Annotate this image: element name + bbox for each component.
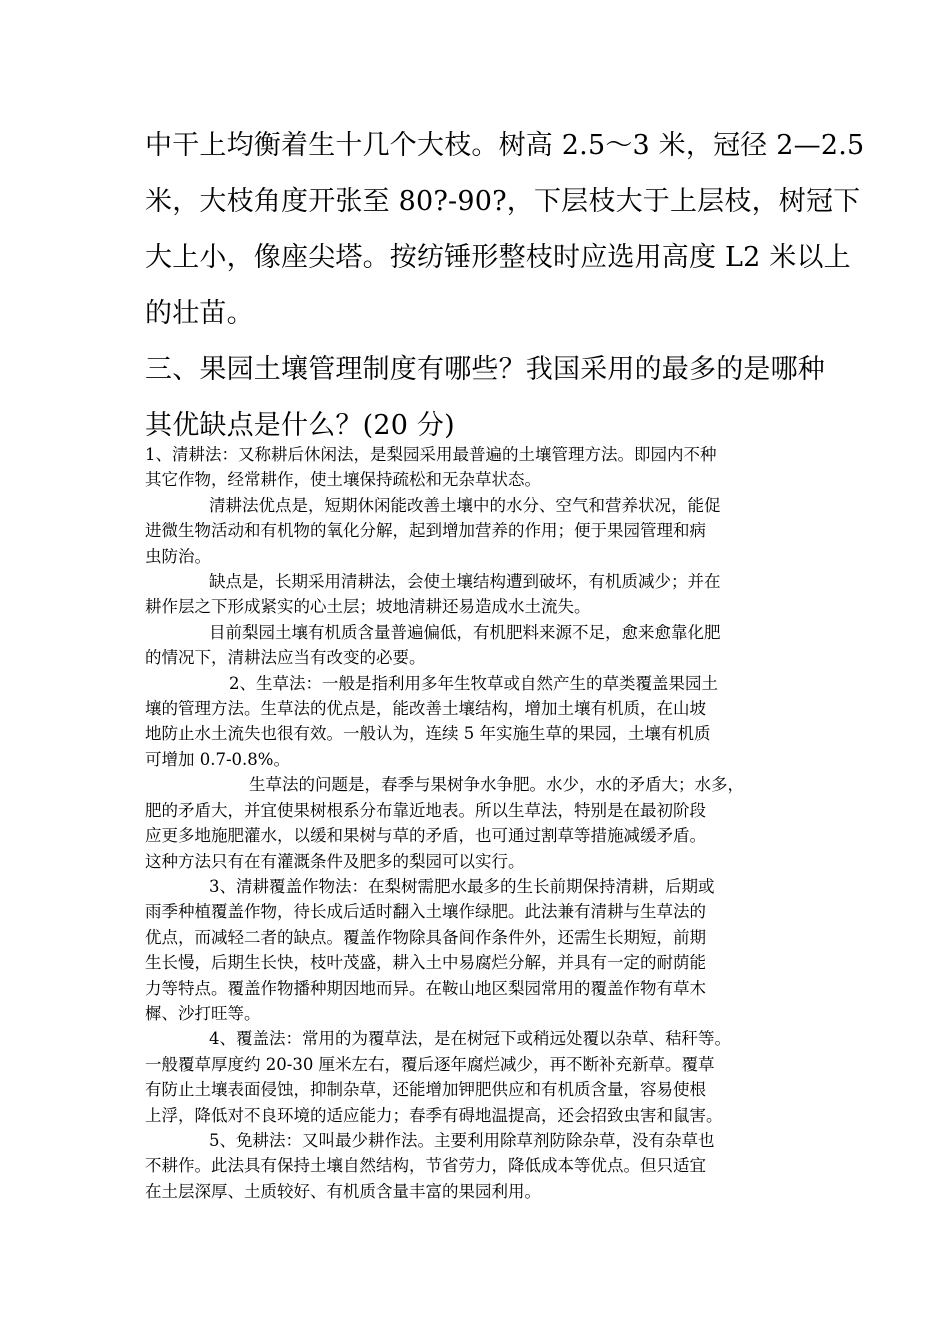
answer-line: 一般覆草厚度约 20-30 厘米左右，覆后逐年腐烂减少，再不断补充新草。覆草 [145, 1054, 715, 1074]
answer-line: 优点，而减轻二者的缺点。覆盖作物除具备间作条件外，还需生长期短，前期 [145, 927, 706, 947]
body-line: 米，大枝角度开张至 80?-90?，下层枝大于上层枝，树冠下 [145, 186, 861, 217]
answer-line: 3、清耕覆盖作物法：在梨树需肥水最多的生长前期保持清耕，后期或 [209, 876, 715, 896]
answer-line: 4、覆盖法：常用的为覆草法，是在树冠下或稍远处覆以杂草、秸秆等。 [209, 1029, 731, 1049]
answer-line: 这种方法只有在有灌溉条件及肥多的梨园可以实行。 [145, 851, 525, 871]
answer-line: 雨季种植覆盖作物，待长成后适时翻入土壤作绿肥。此法兼有清耕与生草法的 [145, 902, 706, 922]
answer-line: 有防止土壤表面侵蚀，抑制杂草，还能增加钾肥供应和有机质含量，容易使根 [145, 1080, 706, 1100]
answer-line: 生草法的问题是，春季与果树争水争肥。水少，水的矛盾大；水多， [249, 775, 744, 795]
answer-line: 生长慢，后期生长快，枝叶茂盛，耕入土中易腐烂分解，并具有一定的耐荫能 [145, 953, 706, 973]
answer-text-block [145, 442, 815, 1204]
body-line: 大上小，像座尖塔。按纺锤形整枝时应选用高度 L2 米以上 [145, 242, 851, 273]
answer-line: 肥的矛盾大，并宜使果树根系分布靠近地表。所以生草法，特别是在最初阶段 [145, 800, 706, 820]
answer-line: 不耕作。此法具有保持土壤自然结构，节省劳力，降低成本等优点。但只适宜 [145, 1156, 706, 1176]
answer-line: 进微生物活动和有机物的氧化分解，起到增加营养的作用；便于果园管理和病 [145, 521, 706, 541]
answer-line: 缺点是，长期采用清耕法，会使土壤结构遭到破坏，有机质减少；并在 [209, 572, 721, 592]
body-line: 中干上均衡着生十几个大枝。树高 2.5～3 米，冠径 2—2.5 [145, 130, 865, 161]
answer-line: 1、清耕法：又称耕后休闲法，是梨园采用最普遍的土壤管理方法。即园内不种 [145, 445, 717, 464]
answer-line: 目前梨园土壤有机质含量普遍偏低，有机肥料来源不足，愈来愈靠化肥 [209, 622, 721, 642]
answer-line: 耕作层之下形成紧实的心土层；坡地清耕还易造成水土流失。 [145, 597, 591, 617]
answer-line: 的情况下，清耕法应当有改变的必要。 [145, 648, 426, 668]
answer-line: 5、免耕法：又叫最少耕作法。主要利用除草剂防除杂草，没有杂草也 [209, 1130, 715, 1150]
body-line: 的壮苗。 [145, 298, 254, 329]
answer-line: 可增加 0.7-0.8%。 [145, 749, 290, 769]
question-heading-line: 三、果园土壤管理制度有哪些？我国采用的最多的是哪种 [145, 354, 825, 385]
answer-line: 其它作物，经常耕作，使土壤保持疏松和无杂草状态。 [145, 470, 541, 490]
answer-line: 2、生草法：一般是指利用多年生牧草或自然产生的草类覆盖果园土 [229, 673, 718, 693]
answer-line: 清耕法优点是，短期休闲能改善土壤中的水分、空气和营养状况，能促 [209, 495, 721, 515]
question-heading-line: 其优缺点是什么？(20 分) [145, 410, 455, 441]
answer-line: 虫防治。 [145, 546, 211, 566]
answer-line: 壤的管理方法。生草法的优点是，能改善土壤结构，增加土壤有机质，在山坡 [145, 699, 706, 719]
answer-line: 应更多地施肥灌水，以缓和果树与草的矛盾，也可通过割草等措施减缓矛盾。 [145, 826, 706, 846]
answer-line: 上浮，降低对不良环境的适应能力；春季有碍地温提高，还会招致虫害和鼠害。 [145, 1105, 723, 1125]
answer-line: 樨、沙打旺等。 [145, 1003, 261, 1023]
answer-line: 地防止水土流失也很有效。一般认为，连续 5 年实施生草的果园，土壤有机质 [145, 724, 711, 744]
answer-line: 力等特点。覆盖作物播种期因地而异。在鞍山地区梨园常用的覆盖作物有草木 [145, 978, 706, 998]
answer-line: 在土层深厚、土质较好、有机质含量丰富的果园利用。 [145, 1181, 541, 1201]
upper-text-block [145, 118, 865, 454]
